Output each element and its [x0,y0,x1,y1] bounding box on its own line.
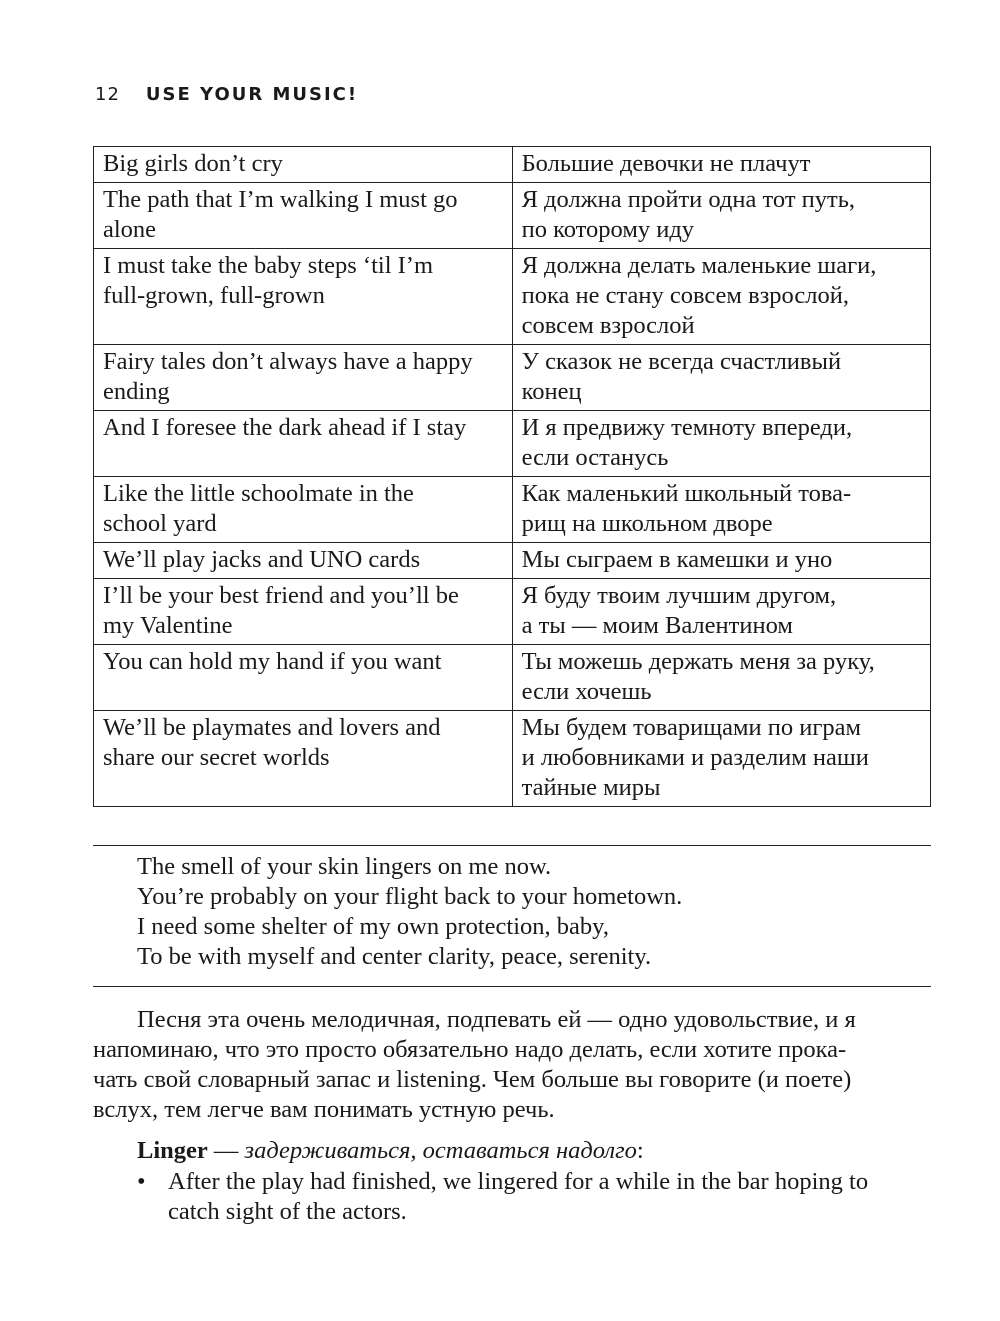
vocab-colon: : [636,1137,644,1164]
cell-line: I must take the baby steps ‘til I’m [103,252,433,279]
cell-line: по которому иду [521,216,695,243]
cell-line: И я предвижу темноту впереди, [521,414,853,441]
lyrics-translation-table [93,146,931,807]
cell-line: full-grown, full-grown [103,282,325,309]
table-row [94,411,931,477]
body-paragraph [93,1005,931,1125]
verse-bottom-rule [93,986,931,987]
cell-line: Большие девочки не плачут [521,150,811,177]
cell-line: I’ll be your best friend and you’ll be [103,582,459,609]
english-lyric-cell [94,183,513,249]
vocab-term: Linger [137,1137,208,1164]
russian-translation-cell [512,579,930,645]
cell-line: And I foresee the dark ahead if I stay [103,414,467,441]
cell-line: Fairy tales don’t always have a happy [103,348,473,375]
cell-line: если хочешь [521,678,652,705]
english-lyric-cell [94,579,513,645]
cell-line: если останусь [521,444,669,471]
paragraph-line: вслух, тем легче вам понимать устную речь. [93,1096,555,1123]
cell-line: У сказок не всегда счастливый [521,348,842,375]
table-row [94,543,931,579]
cell-line: alone [103,216,157,243]
example-line: After the play had finished, we lingered for a while in the bar hoping to [168,1168,869,1195]
english-lyric-cell [94,477,513,543]
english-lyric-cell [94,345,513,411]
verse-line: You’re probably on your flight back to your hometown. [137,883,683,910]
russian-translation-cell [512,147,930,183]
cell-line: Я должна делать маленькие шаги, [521,252,877,279]
table-row [94,711,931,807]
cell-line: Я буду твоим лучшим другом, [521,582,837,609]
verse-top-rule [93,845,931,846]
paragraph-line: чать свой словарный запас и listening. Чем больше вы говорите (и поете) [93,1066,852,1093]
vocab-example [137,1167,937,1227]
cell-line: We’ll be playmates and lovers and [103,714,441,741]
verse-line: I need some shelter of my own protection, baby, [137,913,609,940]
example-line: catch sight of the actors. [168,1198,407,1225]
cell-line: school yard [103,510,217,537]
cell-line: совсем взрослой [521,312,695,339]
table-row [94,249,931,345]
cell-line: my Valentine [103,612,233,639]
cell-line: Мы сыграем в камешки и уно [521,546,833,573]
table-row [94,477,931,543]
running-head [95,84,358,105]
cell-line: конец [521,378,582,405]
vocab-dash: — [207,1137,245,1164]
page-number: 12 [95,84,120,105]
russian-translation-cell [512,249,930,345]
cell-line: пока не стану совсем взрослой, [521,282,850,309]
english-lyric-cell [94,411,513,477]
cell-line: Like the little schoolmate in the [103,480,414,507]
russian-translation-cell [512,183,930,249]
english-lyric-cell [94,147,513,183]
running-title: USE YOUR MUSIC! [145,84,359,105]
verse-line: To be with myself and center clarity, peace, serenity. [137,943,652,970]
cell-line: Big girls don’t cry [103,150,283,177]
cell-line: Ты можешь держать меня за руку, [521,648,875,675]
cell-line: We’ll play jacks and UNO cards [103,546,421,573]
paragraph-line: напоминаю, что это просто обязательно надо делать, если хотите прока- [93,1036,847,1063]
cell-line: You can hold my hand if you want [103,648,442,675]
table-row [94,579,931,645]
cell-line: Мы будем товарищами по играм [521,714,862,741]
english-lyric-cell [94,249,513,345]
vocab-gloss: задерживаться, оставаться надолго [244,1137,637,1164]
vocab-entry [137,1136,644,1166]
verse-line: The smell of your skin lingers on me now. [137,853,552,880]
russian-translation-cell [512,345,930,411]
bullet-icon: • [137,1168,146,1195]
english-lyric-cell [94,711,513,807]
russian-translation-cell [512,543,930,579]
verse-block [137,852,682,972]
paragraph-line: Песня эта очень мелодичная, подпевать ей — одно удовольствие, и я [137,1006,856,1033]
cell-line: Как маленький школьный това- [521,480,852,507]
table-row [94,645,931,711]
table-row [94,345,931,411]
example-text [168,1167,937,1227]
table-row [94,147,931,183]
cell-line: тайные миры [521,774,661,801]
english-lyric-cell [94,543,513,579]
russian-translation-cell [512,477,930,543]
cell-line: рищ на школьном дворе [521,510,773,537]
russian-translation-cell [512,645,930,711]
english-lyric-cell [94,645,513,711]
cell-line: The path that I’m walking I must go [103,186,458,213]
russian-translation-cell [512,711,930,807]
cell-line: share our secret worlds [103,744,330,771]
cell-line: Я должна пройти одна тот путь, [521,186,856,213]
cell-line: а ты — моим Валентином [521,612,793,639]
table-row [94,183,931,249]
russian-translation-cell [512,411,930,477]
cell-line: и любовниками и разделим наши [521,744,869,771]
cell-line: ending [103,378,170,405]
